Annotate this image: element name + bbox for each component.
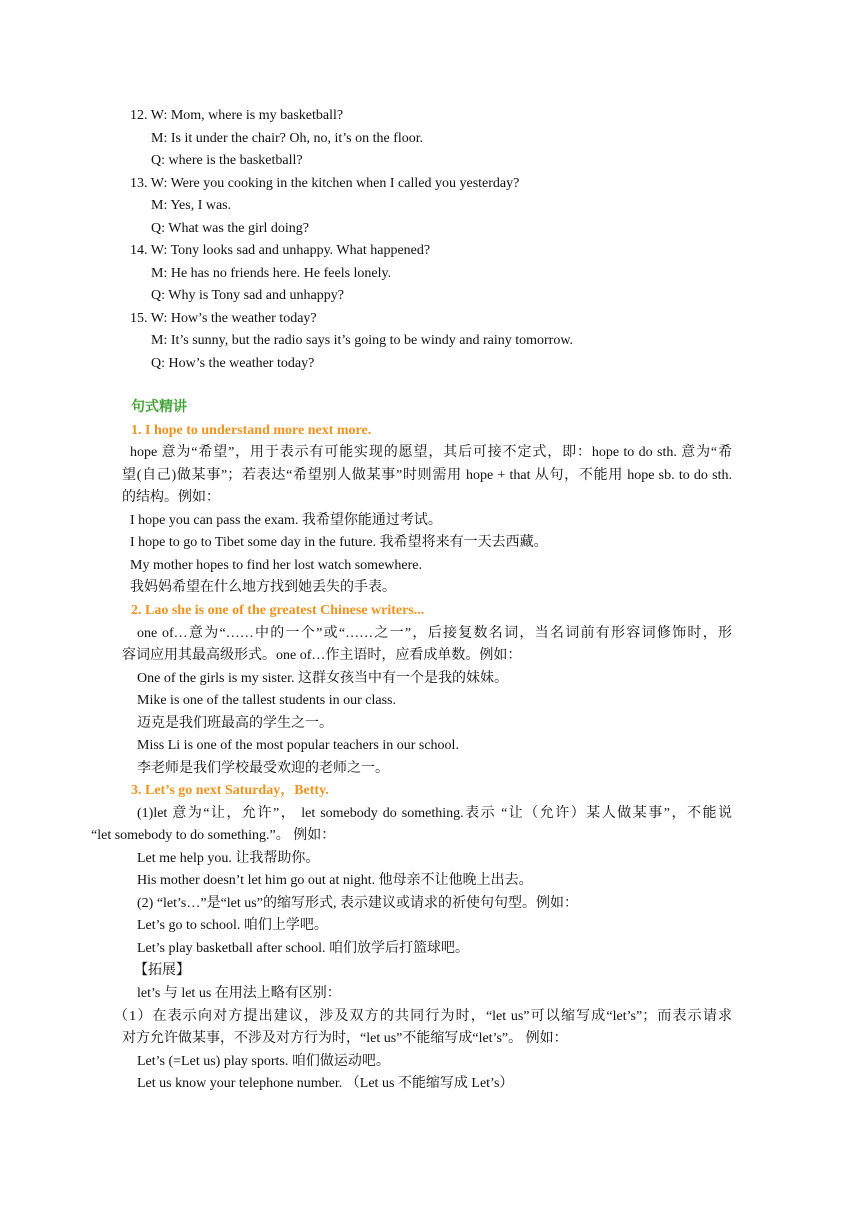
body-line: （1）在表示向对方提出建议，涉及双方的共同行为时，“let us”可以缩写成“let’s”；而表示请求 xyxy=(114,1009,732,1024)
example-sentence: One of the girls is my sister. 这群女孩当中有一个是我的妹妹。 xyxy=(137,671,508,686)
body-line: “let somebody to do something.”。 例如： xyxy=(91,828,336,843)
example-sentence: My mother hopes to find her lost watch somewhere. xyxy=(130,558,422,573)
body-line: 望(自己)做某事”；若表达“希望别人做某事”时则需用 hope + that 从句，不能用 hope sb. to do sth. xyxy=(122,468,732,483)
dialogue-line: Q: Why is Tony sad and unhappy? xyxy=(151,288,344,303)
example-sentence: Let’s play basketball after school. 咱们放学后打篮球吧。 xyxy=(137,941,470,956)
dialogue-line: 12. W: Mom, where is my basketball? xyxy=(130,108,344,123)
dialogue-line: M: It’s sunny, but the radio says it’s going to be windy and rainy tomorrow. xyxy=(151,333,574,348)
example-sentence: Let us know your telephone number. （Let us 不能缩写成 Let’s） xyxy=(137,1076,514,1091)
dialogue-line: Q: where is the basketball? xyxy=(151,153,303,168)
dialogue-number: 14. xyxy=(130,243,148,258)
example-sentence: His mother doesn’t let him go out at night. 他母亲不让他晚上出去。 xyxy=(137,873,533,888)
dialogue-line: 14. W: Tony looks sad and unhappy. What happened? xyxy=(130,243,431,258)
dialogue-line: M: Yes, I was. xyxy=(151,198,232,213)
example-sentence: Mike is one of the tallest students in our class. xyxy=(137,693,396,708)
example-sentence: Let me help you. 让我帮助你。 xyxy=(137,851,320,866)
body-line: hope 意为“希望”，用于表示有可能实现的愿望，其后可接不定式，即：hope to do sth. 意为“希 xyxy=(130,445,732,460)
point-heading: 2. Lao she is one of the greatest Chinese writers... xyxy=(131,603,425,618)
expansion-label: 【拓展】 xyxy=(134,963,190,978)
example-translation: 李老师是我们学校最受欢迎的老师之一。 xyxy=(137,761,389,776)
dialogue-line: 15. W: How’s the weather today? xyxy=(130,311,317,326)
dialogue-line: M: Is it under the chair? Oh, no, it’s on the floor. xyxy=(151,131,424,146)
dialogue-number: 13. xyxy=(130,176,148,191)
example-sentence: I hope you can pass the exam. 我希望你能通过考试。 xyxy=(130,513,442,528)
example-translation: 我妈妈希望在什么地方找到她丢失的手表。 xyxy=(130,580,396,595)
example-sentence: Let’s (=Let us) play sports. 咱们做运动吧。 xyxy=(137,1054,390,1069)
example-sentence: Miss Li is one of the most popular teachers in our school. xyxy=(137,738,459,753)
body-line: one of…意为“……中的一个”或“……之一”，后接复数名词，当名词前有形容词修饰时，形 xyxy=(137,626,732,641)
body-line: 对方允许做某事，不涉及对方行为时，“let us”不能缩写成“let’s”。 例如： xyxy=(122,1031,568,1046)
point-heading: 3. Let’s go next Saturday，Betty. xyxy=(131,783,329,798)
dialogue-line: Q: How’s the weather today? xyxy=(151,356,315,371)
body-line: let’s 与 let us 在用法上略有区别： xyxy=(137,986,341,1001)
body-line: (2) “let’s…”是“let us”的缩写形式, 表示建议或请求的祈使句句型。例如： xyxy=(137,896,578,911)
dialogue-line: Q: What was the girl doing? xyxy=(151,221,309,236)
dialogue-number: 12. xyxy=(130,108,148,123)
example-sentence: Let’s go to school. 咱们上学吧。 xyxy=(137,918,328,933)
dialogue-line: 13. W: Were you cooking in the kitchen when I called you yesterday? xyxy=(130,176,520,191)
body-line: 容词应用其最高级形式。one of…作主语时，应看成单数。例如： xyxy=(122,648,522,663)
section-title: 句式精讲 xyxy=(131,400,187,415)
point-heading: 1. I hope to understand more next more. xyxy=(131,423,372,438)
body-line: (1)let 意为“让，允许”， let somebody do something.表示 “让（允许）某人做某事”，不能说 xyxy=(137,806,732,821)
example-sentence: I hope to go to Tibet some day in the future. 我希望将来有一天去西藏。 xyxy=(130,535,548,550)
body-line: 的结构。例如： xyxy=(122,490,220,505)
dialogue-line: M: He has no friends here. He feels lonely. xyxy=(151,266,392,281)
dialogue-number: 15. xyxy=(130,311,148,326)
example-translation: 迈克是我们班最高的学生之一。 xyxy=(137,716,333,731)
